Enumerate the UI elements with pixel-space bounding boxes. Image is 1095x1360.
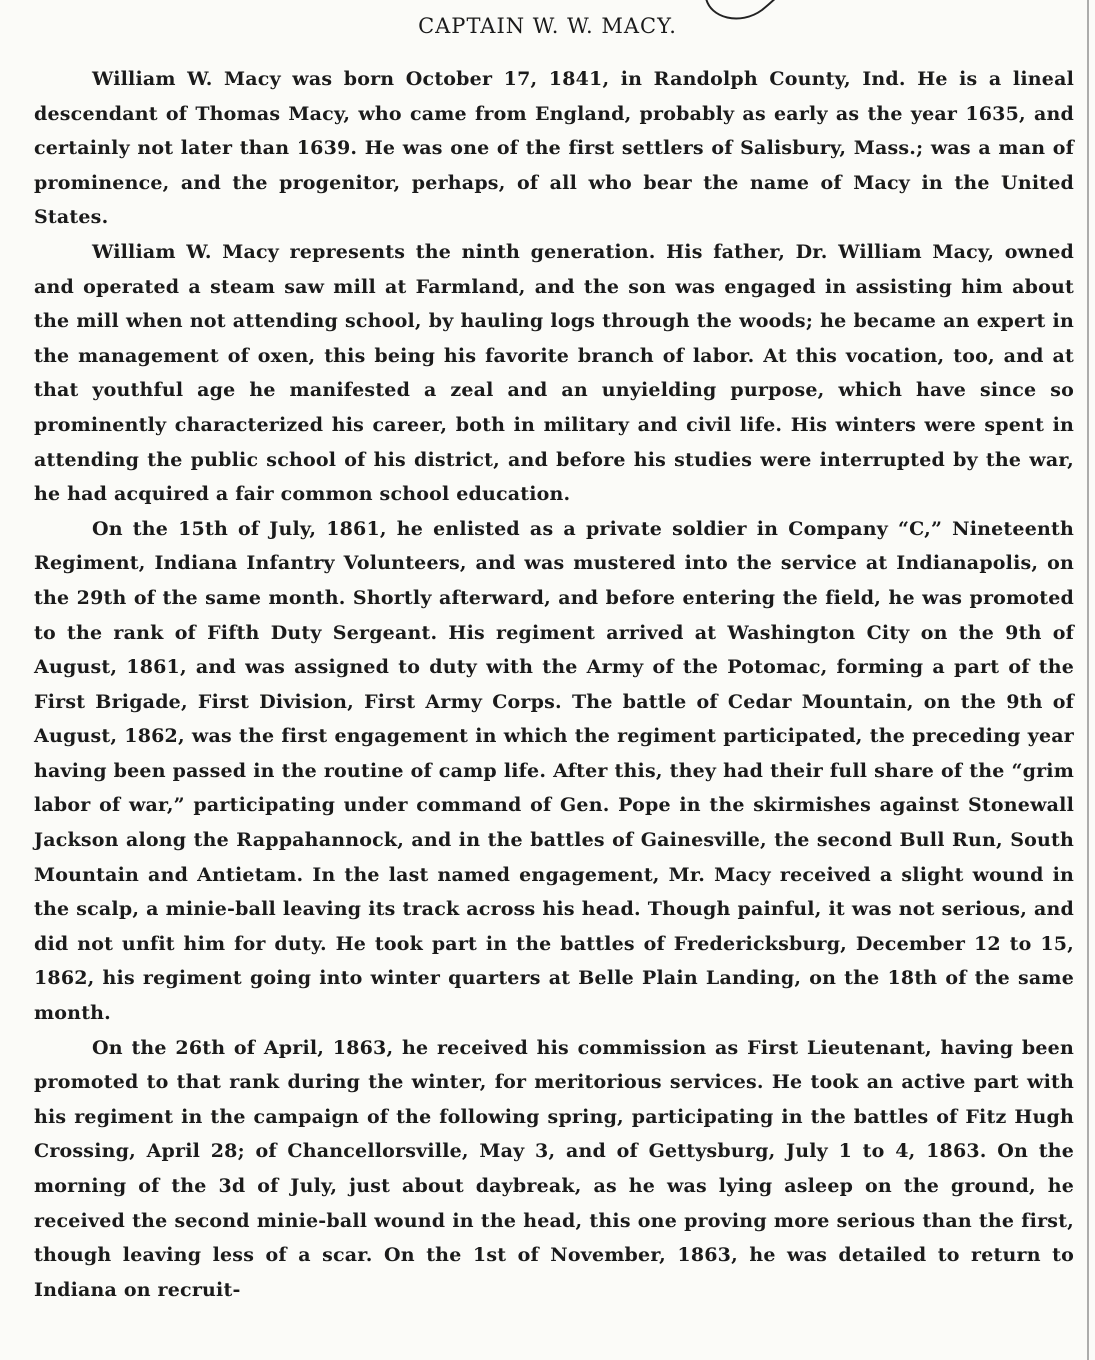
paragraph-2: William W. Macy represents the ninth generation. His father, Dr. William Macy, owned and operated a steam saw mill at Farmland, and the son was engaged in assisting him about the mill when not attending school, by hauling logs through the woods; he became an expert in the management of oxen, this being his favorite branch of labor. At this vocation, too, and at that youthful age he manifested a zeal and an unyielding purpose, which have since so prominently characterized his career, both in military and civil life. His winters were spent in attending the public school of his district, and before his studies were interrupted by the war, he had acquired a fair common school education. bbox=[34, 240, 1074, 506]
article-body bbox=[34, 62, 1074, 1307]
paragraph-4: On the 26th of April, 1863, he received his commission as First Lieutenant, having been promoted to that rank during the winter, for meritorious services. He took an active part with his regiment in the campaign of the following spring, participating in the battles of Fitz Hugh Crossing, April 28; of Chancellorsville, May 3, and of Gettysburg, July 1 to 4, 1863. On the morning of the 3d of July, just about daybreak, as he was lying asleep on the ground, he received the second minie-ball wound in the head, this one proving more serious than the first, though leaving less of a scar. On the 1st of November, 1863, he was detailed to return to Indiana on recruit- bbox=[34, 1036, 1074, 1301]
paragraph-3: On the 15th of July, 1861, he enlisted as a private soldier in Company “C,” Nineteenth Regiment, Indiana Infantry Volunteers, and was mustered into the service at Indianapolis, on the 29th of the same month. Shortly afterward, and before entering the field, he was promoted to the rank of Fifth Duty Sergeant. His regiment arrived at Washington City on the 9th of August, 1861, and was assigned to duty with the Army of the Potomac, forming a part of the First Brigade, First Division, First Army Corps. The battle of Cedar Mountain, on the 9th of August, 1862, was the first engagement in which the regiment participated, the preceding year having been passed in the routine of camp life. After this, they had their full share of the “grim labor of war,” participating under command of Gen. Pope in the skirmishes against Stonewall Jackson along the Rappahannock, and in the battles of Gainesville, the second Bull Run, South Mountain and Antietam. In the last named engagement, Mr. Macy received a slight wound in the scalp, a minie-ball leaving its track across his head. Though painful, it was not serious, and did not unfit him for duty. He took part in the battles of Fredericksburg, December 12 to 15, 1862, his regiment going into winter quarters at Belle Plain Landing, on the 18th of the same month. bbox=[34, 517, 1074, 1025]
page-edge-rule bbox=[1087, 0, 1089, 1360]
paragraph-1: William W. Macy was born October 17, 1841, in Randolph County, Ind. He is a lineal descendant of Thomas Macy, who came from England, probably as early as the year 1635, and certainly not later than 1639. He was one of the first settlers of Salisbury, Mass.; was a man of prominence, and the progenitor, perhaps, of all who bear the name of Macy in the United States. bbox=[34, 68, 1074, 229]
article-title: CAPTAIN W. W. MACY. bbox=[418, 14, 677, 38]
